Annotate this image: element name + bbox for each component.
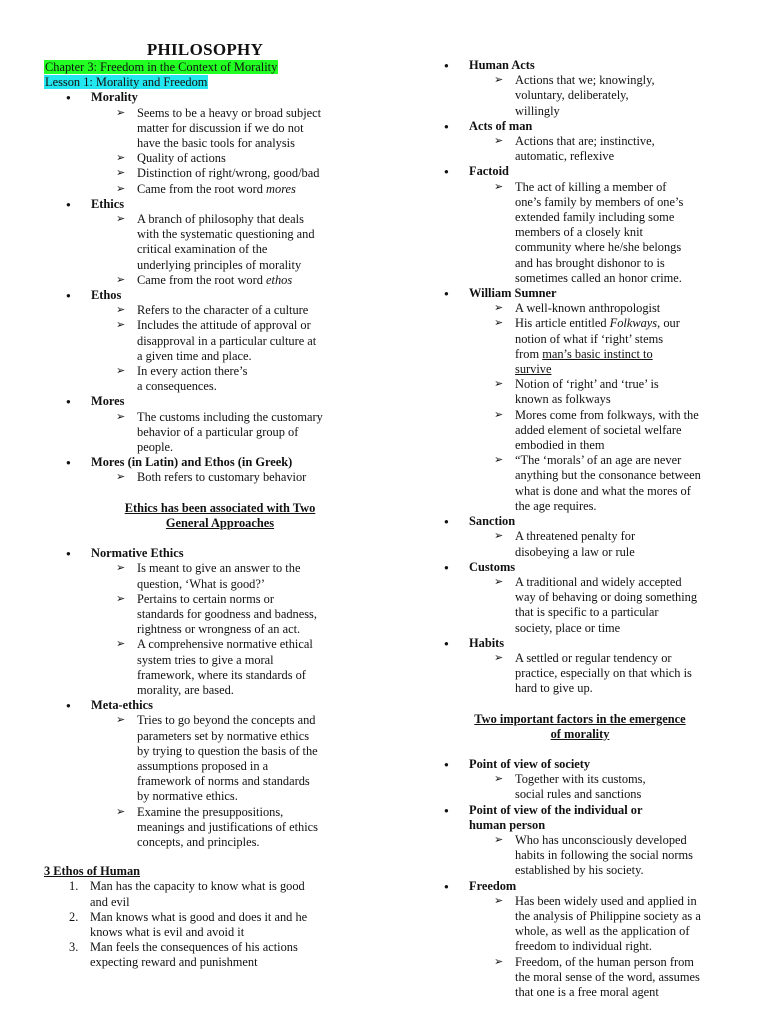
sub-point-line [137,759,366,774]
sub-point-line [137,744,366,759]
factors-heading-line: of morality [550,726,610,741]
sub-point-text: freedom to individual right. [515,939,652,954]
sub-point [44,805,366,851]
sub-point-line [515,772,738,787]
sub-point-line [515,210,738,225]
sub-point-text: parameters set by normative ethics [137,728,310,743]
sub-point-line [515,970,738,985]
approaches-list [44,546,366,850]
sub-point-line [515,621,738,636]
sub-point [44,592,366,638]
sub-point-line [515,529,738,544]
ethos-heading: 3 Ethos of Human [44,864,141,879]
sub-point-text: Actions that we; knowingly, [515,73,655,88]
sub-point-text: A traditional and widely accepted [515,574,682,589]
sub-point [422,453,738,514]
sub-point-text: extended family including some [515,210,675,225]
sub-point-text: critical examination of the [137,242,268,257]
sub-point-line [515,787,738,802]
sub-point-line [515,681,738,696]
sub-point-text: morality, are based. [137,682,234,697]
sub-point-line [515,134,738,149]
ethos-item [44,910,366,940]
sub-point-text: established by his society. [515,863,644,878]
sub-point-line: anything but the consonance between [515,468,701,483]
sub-point-text: willingly [515,103,560,118]
term-label: ● Mores [91,394,125,409]
sub-point-line [515,180,738,195]
sub-point-line [137,349,366,364]
sub-point-line [515,833,738,848]
sub-point-text: have the basic tools for analysis [137,136,295,151]
sub-point-line [515,985,738,1000]
sub-point-line [515,347,738,362]
sub-point-line [137,607,366,622]
sub-point-line [515,271,738,286]
sub-point-line [137,106,366,121]
approaches-heading [74,501,366,531]
sub-point-text: framework of norms and standards [137,774,310,789]
sub-point [422,894,738,955]
term-label: ● Meta-ethics [91,698,153,713]
ethos-item [44,940,366,970]
sub-point-text: rightness or wrongness of an act. [137,622,301,637]
sub-point [422,134,738,164]
term-item [422,757,738,772]
term-label: William Sumner [469,286,557,301]
sub-point-line [137,379,366,394]
sub-point-text: the analysis of Philippine society as a [515,908,701,923]
term-label: ● Human Acts [469,58,535,72]
sub-point-line [137,303,366,318]
sub-point [44,273,366,288]
sub-point-text: Has been widely used and applied in [515,893,697,908]
sub-point-text: assumptions proposed in a [137,758,269,773]
term-item [44,90,366,105]
sub-point-line [137,121,366,136]
sub-point [422,408,738,454]
sub-point-line: the age requires. [515,498,597,513]
sub-point-text: from [515,346,543,361]
sub-point-line [137,166,366,181]
sub-point-text: by trying to question the basis of the [137,743,318,758]
sub-point-text: A comprehensive normative ethical [137,637,313,652]
sub-point-text: Includes the attitude of approval or [137,318,311,333]
sub-point-line: known as folkways [515,392,611,407]
sub-point-line [515,88,738,103]
sub-point [422,833,738,879]
underlined-text: survive [515,362,552,377]
approaches-heading-line: Ethics has been associated with Two [124,500,316,515]
sub-point-text: that is specific to a particular [515,605,659,620]
ethos-item-line: Man has the capacity to know what is good [90,879,305,894]
factors-heading [422,712,738,742]
sub-point-line [137,577,366,592]
sub-point-line [137,592,366,607]
sub-point-line [137,334,366,349]
term-william-sumner [422,286,738,301]
sub-point-text: behavior of a particular group of [137,424,299,439]
sub-point-line: what is done and what the mores of [515,483,691,498]
right-column [422,58,738,1000]
sub-point-text: standards for goodness and badness, [137,606,317,621]
sub-point-line [515,316,738,331]
sub-point-text: question, ‘What is good?’ [137,576,266,591]
term-item [44,197,366,212]
sub-point-line [137,440,366,455]
italic-term: ethos [266,272,293,287]
sub-point-line: ➢ Notion of ‘right’ and ‘true’ is [515,377,659,392]
sub-point [422,316,738,377]
term-label: ● Ethics [91,196,125,211]
term-item [44,546,366,561]
sub-point-text: framework, where its standards of [137,667,306,682]
sub-point [422,651,738,697]
sub-point-line: ➢ Mores come from folkways, with the [515,407,699,422]
term-label: ● Mores (in Latin) and Ethos (in Greek) [91,455,293,470]
sub-point-line [137,683,366,698]
approaches-heading-line: General Approaches [165,515,275,530]
sub-point-text: voluntary, deliberately, [515,88,629,103]
sub-point-line [515,651,738,666]
sub-point [44,470,366,485]
term-label: ● Point of view of society [469,756,591,771]
sub-point-line [515,73,738,88]
sub-point [44,637,366,698]
sub-point-text: In every action there’s [137,364,248,379]
chapter-line [44,60,366,75]
sub-point-text: concepts, and principles. [137,834,260,849]
sub-point [44,561,366,591]
sub-point-line [515,590,738,605]
term-item [422,119,738,134]
sub-point-text: Is meant to give an answer to the [137,561,301,576]
right-term-list [422,58,738,286]
ethos-item-line: knows what is evil and avoid it [90,924,245,939]
term-item [44,698,366,713]
sub-point-line [515,240,738,255]
term-label: ● Morality [91,90,138,105]
sub-point-text: Actions that are; instinctive, [515,134,655,149]
page-title: PHILOSOPHY [146,40,264,59]
sub-point-line: embodied in them [515,438,605,453]
term-item [44,394,366,409]
sub-point-text: Distinction of right/wrong, good/bad [137,166,320,181]
sub-point-text: A threatened penalty for [515,529,636,544]
sub-point-text: Tries to go beyond the concepts and [137,713,316,728]
sub-point [422,377,738,407]
term-label: human person [469,817,546,832]
sub-point-text: way of behaving or doing something [515,590,698,605]
chapter-heading: Chapter 3: Freedom in the Context of Morality [45,60,278,74]
sub-point-line [137,820,366,835]
sub-point-line [515,894,738,909]
right-term-list-2 [422,514,738,696]
sub-point-line [137,653,366,668]
sub-point [44,182,366,197]
italic-term: Folkways [609,316,658,331]
sub-point-text: one’s family by members of one’s [515,194,684,209]
sub-point-text: disobeying a law or rule [515,544,635,559]
term-item [422,803,738,833]
sub-point-line [137,774,366,789]
sub-point-line [137,713,366,728]
sub-point-text: , our [657,316,680,331]
sub-point-text: hard to give up. [515,681,593,696]
sub-point-text: social rules and sanctions [515,787,642,802]
sub-point-text: with the systematic questioning and [137,227,315,242]
sub-point-line [515,924,738,939]
sub-point-line [515,939,738,954]
term-item [44,288,366,303]
sub-point [422,772,738,802]
sub-point-line [515,955,738,970]
sub-point-line [137,470,366,485]
ethos-item-line: expecting reward and punishment [90,955,258,970]
sub-point [422,529,738,559]
sub-point [44,713,366,804]
term-item [422,879,738,894]
sub-point-line: ➢ “The ‘morals’ of an age are never [515,453,682,468]
lesson-heading: Lesson 1: Morality and Freedom [45,75,208,90]
sub-point-text: people. [137,440,174,455]
sub-point-line: notion of what if ‘right’ stems [515,331,664,346]
sub-point-line [515,149,738,164]
sub-point-text: Seems to be a heavy or broad subject [137,105,322,120]
ethos-item-line: Man knows what is good and does it and he [90,909,308,924]
sub-point [44,212,366,273]
sub-point-line [137,835,366,850]
sub-point-text: sometimes called an honor crime. [515,270,682,285]
sub-point-text: meanings and justifications of ethics [137,819,319,834]
sub-point-line [137,622,366,637]
sub-point-line [137,789,366,804]
sub-point [422,180,738,286]
sub-point-line [137,729,366,744]
sub-point-text: Refers to the character of a culture [137,303,309,318]
sub-point-line [515,545,738,560]
sub-point-text: The act of killing a member of [515,179,667,194]
sub-point-text: Examine the presuppositions, [137,804,284,819]
sub-point-line [137,364,366,379]
sub-point-text: Who has unconsciously developed [515,832,687,847]
sub-point-text: A well-known anthropologist [515,301,661,316]
sub-point-line [515,225,738,240]
sub-point-line [137,410,366,425]
sub-point [422,73,738,119]
term-label: ● Factoid [469,164,509,179]
sub-point-line [515,605,738,620]
sub-point [44,410,366,456]
left-column [44,0,366,971]
sub-point-line [137,136,366,151]
sub-point-line [137,318,366,333]
sub-point [44,151,366,166]
ethos-item-line: and evil [90,894,130,909]
sub-point [422,575,738,636]
sub-point-text: habits in following the social norms [515,848,693,863]
term-item [422,58,738,73]
sub-point-text: Came from the root word [137,272,267,287]
sub-point-line [137,182,366,197]
sub-point-text: His article entitled [515,316,610,331]
sub-point-line [515,848,738,863]
sub-point-text: members of a closely knit [515,225,644,240]
term-label: ● Ethos [91,288,122,303]
sub-point-text: whole, as well as the application of [515,924,690,939]
sub-point-line [137,242,366,257]
italic-term: mores [266,181,296,196]
sub-point-text: Freedom, of the human person from [515,954,694,969]
sub-point-text: disapproval in a particular culture at [137,333,317,348]
factors-heading-line: Two important factors in the emergence [474,711,686,726]
sub-point-text: Together with its customs, [515,772,646,787]
sub-point-line [137,805,366,820]
term-item [422,164,738,179]
sub-point-line [137,561,366,576]
term-label: ● Freedom [469,878,517,893]
sub-point [44,318,366,364]
sub-point-text: automatic, reflexive [515,149,615,164]
ethos-item [44,879,366,909]
sub-point-text: Quality of actions [137,151,226,166]
sub-point-text: A settled or regular tendency or [515,650,672,665]
factors-list [422,757,738,1000]
sub-point-line [515,863,738,878]
term-item [422,560,738,575]
sub-point-text: matter for discussion if we do not [137,120,304,135]
term-item [422,636,738,651]
sub-point [44,166,366,181]
sub-point-line [137,227,366,242]
sub-point-text: underlying principles of morality [137,257,302,272]
term-label: ● Acts of man [469,118,533,133]
lesson-line [44,75,366,90]
term-label: ● Customs [469,559,516,574]
sub-point-text: community where he/she belongs [515,240,682,255]
ethos-item-line: Man feels the consequences of his actions [90,940,298,955]
sub-point-text: The customs including the customary [137,409,323,424]
sub-point-text: a given time and place. [137,348,252,363]
sub-point-line [137,637,366,652]
sub-point-text: system tries to give a moral [137,652,274,667]
sub-point-text: by normative ethics. [137,789,238,804]
sub-point-line [515,909,738,924]
sub-point-line [137,273,366,288]
sub-point-line [137,258,366,273]
sub-point-line [515,104,738,119]
sub-point-line [137,212,366,227]
sub-point-line [515,256,738,271]
sub-point-text: Both refers to customary behavior [137,470,307,485]
sub-point-text: Came from the root word [137,181,267,196]
sub-point-text: practice, especially on that which is [515,666,692,681]
sub-point-line [515,666,738,681]
left-term-list [44,90,366,485]
sub-point [44,303,366,318]
sub-point-line [515,195,738,210]
sub-point-line [137,425,366,440]
term-label: ● Point of view of the individual or [469,802,643,817]
sub-point-line [137,668,366,683]
item-number: 2. [69,909,79,924]
sub-point-line [515,575,738,590]
item-number: 3. [69,940,79,955]
sub-point-text: a consequences. [137,379,217,394]
term-item [44,455,366,470]
sub-point-text: A branch of philosophy that deals [137,212,304,227]
term-label: ● Sanction [469,514,516,529]
sub-point [422,955,738,1001]
sub-point-text: society, place or time [515,620,621,635]
sub-point-text: Pertains to certain norms or [137,591,274,606]
sub-point-line: added element of societal welfare [515,422,682,437]
underlined-text: man’s basic instinct to [542,346,653,361]
term-label: ● Habits [469,635,505,650]
ethos-list [44,879,366,970]
sub-point [44,364,366,394]
sub-point-line [137,151,366,166]
item-number: 1. [69,879,79,894]
sub-point-text: the moral sense of the word, assumes [515,969,700,984]
term-label: ● Normative Ethics [91,546,184,561]
term-item [422,514,738,529]
sub-point [44,106,366,152]
sub-point-text: and has brought dishonor to is [515,255,665,270]
sub-point-text: that one is a free moral agent [515,984,659,999]
sub-point [422,301,738,316]
